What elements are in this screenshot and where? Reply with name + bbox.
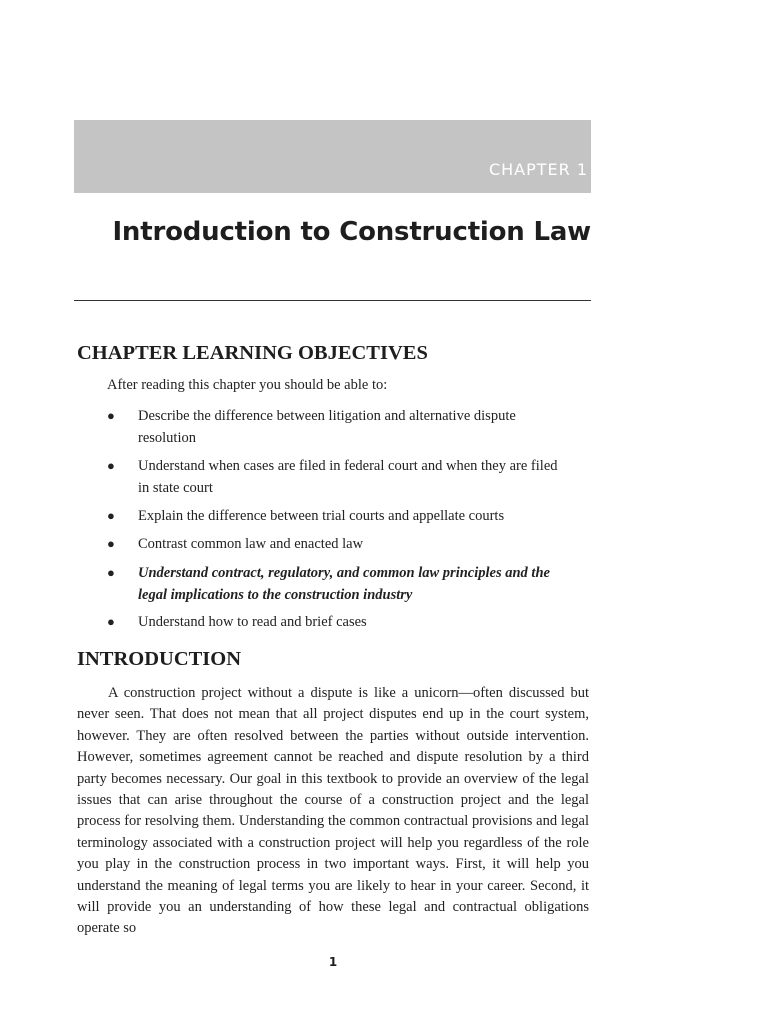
objective-item	[107, 611, 567, 633]
chapter-title: Introduction to Construction Law	[112, 217, 591, 247]
objective-text: Understand contract, regulatory, and common law principles and the legal implications to the construction industry	[138, 565, 550, 603]
learning-objectives-heading: CHAPTER LEARNING OBJECTIVES	[77, 342, 428, 364]
bullet-icon: ●	[107, 536, 115, 551]
objective-text: Contrast common law and enacted law	[138, 536, 364, 552]
objective-item	[107, 505, 567, 527]
bullet-icon: ●	[107, 565, 115, 580]
title-divider	[74, 300, 591, 301]
chapter-number: CHAPTER 1	[488, 160, 588, 179]
introduction-heading: INTRODUCTION	[77, 648, 242, 670]
objective-item	[107, 405, 567, 449]
introduction-paragraph: A construction project without a dispute is like a unicorn—often discussed but never seen. That does not mean that all project disputes end up in the court system, however. They are often resolved between the parties without outside intervention. However, sometimes agreement cannot be reached and dispute resolution by a third party becomes necessary. Our goal in this textbook to provide an overview of the legal issues that can arise throughout the course of a construction project and the legal process for resolving them. Understanding the common contractual provisions and legal terminology associated with a construction project will help you regardless of the role you play in the construction process in two important ways. First, it will help you understand the meaning of legal terms you are likely to hear in your career. Second, it will provide you an understanding of how these legal and contractual obligations operate so	[77, 685, 589, 937]
objective-item	[107, 533, 567, 555]
learning-objectives-lead: After reading this chapter you should be able to:	[107, 377, 388, 393]
bullet-icon: ●	[107, 614, 115, 629]
bullet-icon: ●	[107, 408, 115, 423]
objective-text: Understand how to read and brief cases	[138, 614, 367, 630]
objective-text: Explain the difference between trial courts and appellate courts	[138, 508, 505, 524]
objective-text: Describe the difference between litigation and alternative dispute resolution	[138, 408, 516, 446]
objective-item	[107, 455, 567, 499]
objective-text: Understand when cases are filed in federal court and when they are filed in state court	[138, 458, 558, 496]
chapter-banner	[74, 120, 591, 193]
page-number: 1	[328, 955, 338, 969]
bullet-icon: ●	[107, 508, 115, 523]
objective-item-emphasized	[107, 562, 567, 606]
bullet-icon: ●	[107, 458, 115, 473]
